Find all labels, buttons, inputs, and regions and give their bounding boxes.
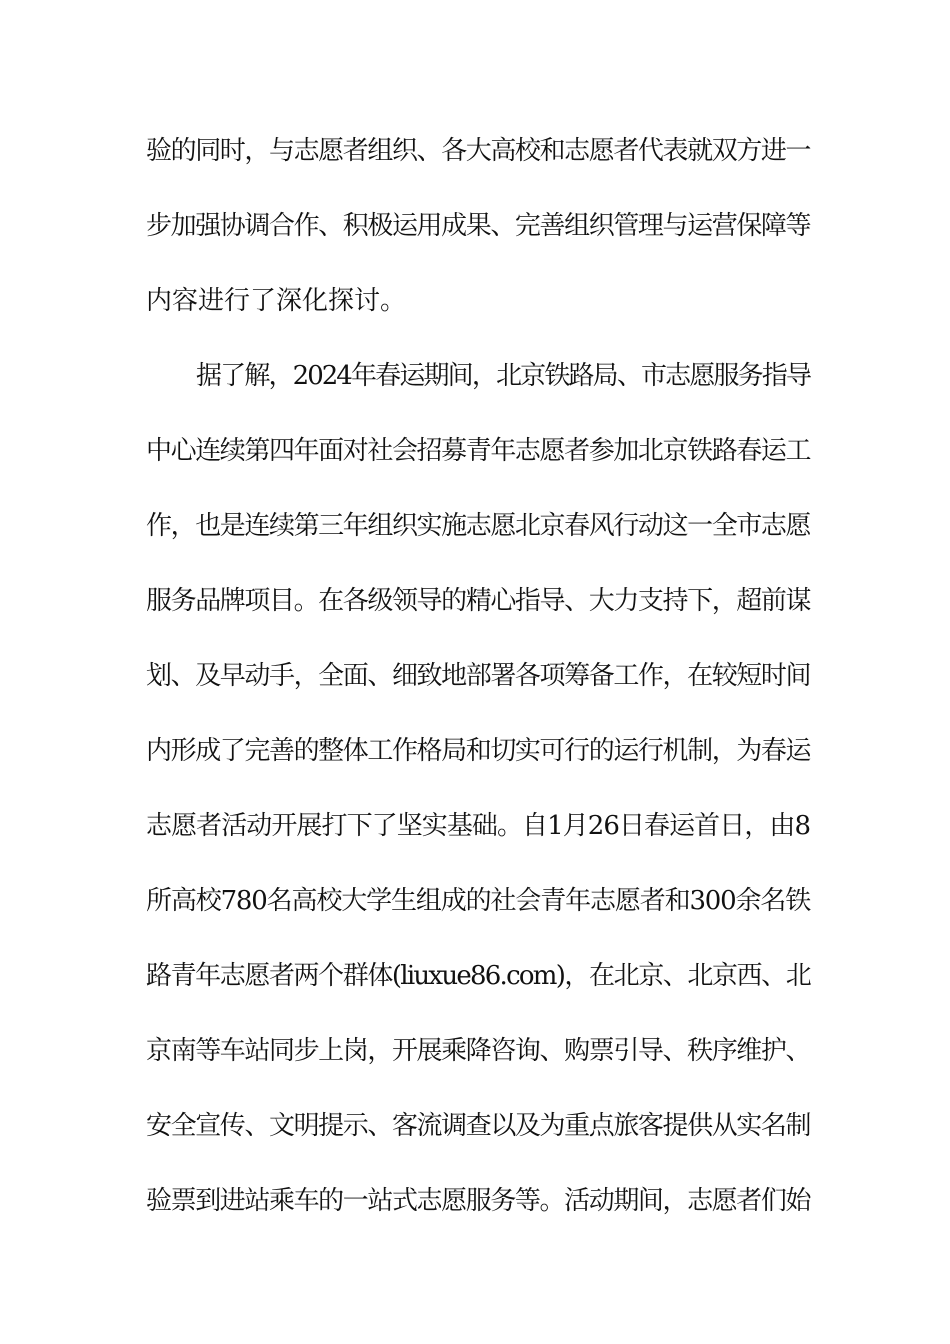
text-line-4: 据了解，2024年春运期间，北京铁路局、市志愿服务指导 [196,361,810,391]
text-line-5: 中心连续第四年面对社会招募青年志愿者参加北京铁路春运工 [146,436,810,466]
text-line-15: 验票到进站乘车的一站式志愿服务等。活动期间，志愿者们始 [146,1186,810,1216]
text-line-7: 服务品牌项目。在各级领导的精心指导、大力支持下，超前谋 [146,586,810,616]
text-line-14: 安全宣传、文明提示、客流调查以及为重点旅客提供从实名制 [146,1111,810,1141]
text-line-8: 划、及早动手，全面、细致地部署各项筹备工作，在较短时间 [146,661,810,691]
text-line-12: 路青年志愿者两个群体(liuxue86.com)，在北京、北京西、北 [146,961,810,991]
text-line-1: 验的同时，与志愿者组织、各大高校和志愿者代表就双方进一 [146,136,810,166]
text-line-3: 内容进行了深化探讨。 [146,286,407,316]
text-line-9: 内形成了完善的整体工作格局和切实可行的运行机制，为春运 [146,736,810,766]
text-line-2: 步加强协调合作、积极运用成果、完善组织管理与运营保障等 [146,211,810,241]
text-line-13: 京南等车站同步上岗，开展乘降咨询、购票引导、秩序维护、 [146,1036,810,1066]
text-line-10: 志愿者活动开展打下了坚实基础。自1月26日春运首日，由8 [146,811,810,841]
text-line-11: 所高校780名高校大学生组成的社会青年志愿者和300余名铁 [146,886,810,916]
text-line-6: 作，也是连续第三年组织实施志愿北京春风行动这一全市志愿 [146,511,810,541]
